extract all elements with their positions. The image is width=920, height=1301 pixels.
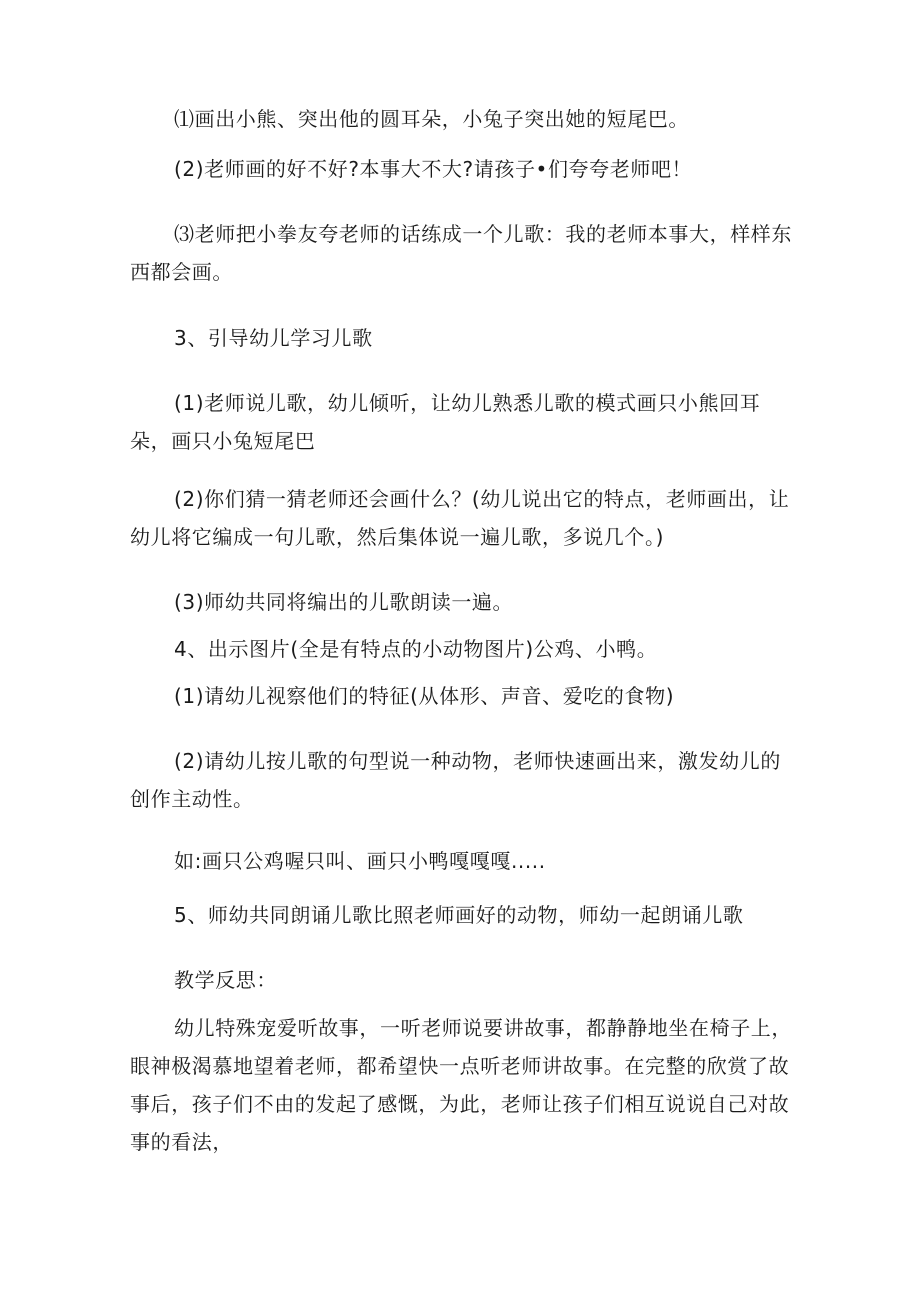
section-heading-3: 3、引导幼儿学习儿歌 (174, 326, 373, 350)
paragraph-step-3: ⑶老师把小拳友夸老师的话练成一个儿歌：我的老师本事大，样样东西都会画。 (130, 222, 792, 284)
section-heading-4: 4、出示图片(全是有特点的小动物图片)公鸡、小鸭。 (174, 637, 658, 661)
paragraph-example: 如:画只公鸡喔只叫、画只小鸭嘎嘎嘎..... (174, 849, 546, 873)
paragraph-3-2: (2)你们猜一猜老师还会画什么？(幼儿说出它的特点，老师画出，让幼儿将它编成一句儿歌，然后集体说一遍儿歌，多说几个。) (130, 487, 790, 549)
paragraph-3-1: (1)老师说儿歌，幼儿倾听，让幼儿熟悉儿歌的模式画只小熊回耳朵，画只小兔短尾巴 (130, 391, 761, 453)
section-heading-5: 5、师幼共同朗诵儿歌比照老师画好的动物，师幼一起朗诵儿歌 (174, 903, 744, 927)
reflection-heading: 教学反思： (174, 968, 277, 992)
paragraph-3-3: (3)师幼共同将编出的儿歌朗读一遍。 (174, 590, 514, 614)
paragraph-step-2: (2)老师画的好不好?本事大不大?请孩子•们夸夸老师吧！ (174, 157, 693, 181)
paragraph-4-2: (2)请幼儿按儿歌的句型说一种动物，老师快速画出来，激发幼儿的创作主动性。 (130, 749, 781, 811)
paragraph-step-1: ⑴画出小熊、突出他的圆耳朵，小兔子突出她的短尾巴。 (174, 107, 689, 131)
paragraph-4-1: (1)请幼儿视察他们的特征(从体形、声音、爱吃的食物) (174, 684, 675, 708)
reflection-paragraph: 幼儿特殊宠爱听故事，一听老师说要讲故事，都静静地坐在椅子上，眼神极渴慕地望着老师，都希望快一点听老师讲故事。在完整的欣赏了故事后，孩子们不由的发起了感慨，为此，老师让孩子们相互说说自己对故事的看法， (130, 1016, 792, 1154)
